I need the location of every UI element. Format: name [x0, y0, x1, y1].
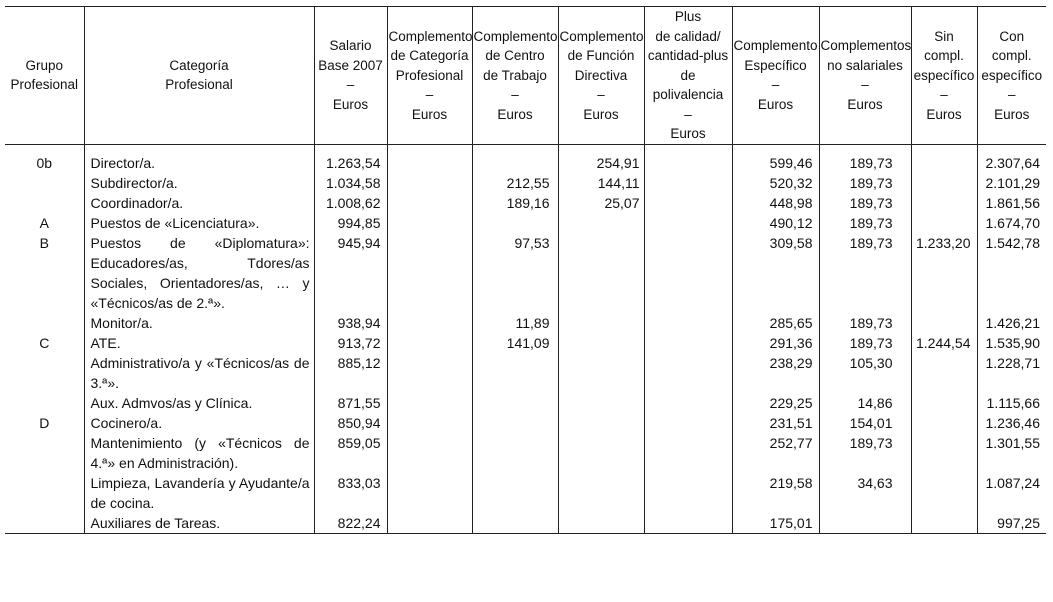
sin-compl-cell	[911, 193, 977, 213]
salario-base-cell: 1.008,62	[314, 193, 387, 213]
comp-no-salariales-cell: 189,73	[819, 333, 911, 353]
comp-no-salariales-cell: 105,30	[819, 353, 911, 393]
comp-no-salariales-cell: 189,73	[819, 213, 911, 233]
plus-cell	[644, 193, 732, 213]
comp-centro-cell	[472, 393, 558, 413]
header-line: Profesional	[395, 67, 464, 83]
table-row	[5, 333, 1046, 353]
comp-centro-cell	[472, 433, 558, 473]
plus-cell	[644, 313, 732, 333]
comp-especifico-cell: 309,58	[732, 233, 819, 313]
grupo-cell	[5, 433, 84, 473]
sin-compl-cell	[911, 313, 977, 333]
header-line: Euros	[332, 96, 369, 112]
categoria-cell: Mantenimiento (y «Técnicos de 4.ª» en Administración).	[84, 433, 314, 473]
header-line: Profesional	[165, 77, 233, 93]
comp-no-salariales-cell: 189,73	[819, 173, 911, 193]
comp-no-salariales-cell: 189,73	[819, 144, 911, 173]
header-line: Sin compl.	[924, 28, 964, 63]
header-sin-compl	[911, 7, 977, 145]
con-compl-cell: 2.101,29	[977, 173, 1046, 193]
comp-especifico-cell: 219,58	[732, 473, 819, 513]
sin-compl-cell	[911, 473, 977, 513]
comp-funcion-cell	[558, 233, 644, 313]
comp-funcion-cell	[558, 213, 644, 233]
plus-cell	[644, 473, 732, 513]
header-line: –	[861, 77, 869, 93]
categoria-cell: Administrativo/a y «Técnicos/as de 3.ª».	[84, 353, 314, 393]
header-comp-especifico	[732, 7, 819, 145]
header-line: Euros	[926, 106, 962, 122]
grupo-cell	[5, 513, 84, 534]
table-row	[5, 413, 1046, 433]
table-row	[5, 433, 1046, 473]
comp-centro-cell	[472, 473, 558, 513]
salario-base-cell: 913,72	[314, 333, 387, 353]
header-salario	[314, 7, 387, 145]
comp-funcion-cell	[558, 393, 644, 413]
categoria-cell: Monitor/a.	[84, 313, 314, 333]
header-line: Categoría	[169, 57, 229, 73]
con-compl-cell: 1.236,46	[977, 413, 1046, 433]
con-compl-cell: 1.542,78	[977, 233, 1046, 313]
salario-base-cell: 945,94	[314, 233, 387, 313]
sin-compl-cell	[911, 144, 977, 173]
header-line: Base 2007	[318, 57, 383, 73]
header-line: de Categoría	[390, 48, 469, 63]
salario-base-cell: 850,94	[314, 413, 387, 433]
header-line: Euros	[497, 106, 533, 122]
comp-categoria-cell	[387, 233, 472, 313]
header-line: de calidad/	[655, 28, 721, 44]
salario-base-cell: 859,05	[314, 433, 387, 473]
comp-categoria-cell	[387, 173, 472, 193]
comp-centro-cell	[472, 213, 558, 233]
sin-compl-cell	[911, 213, 977, 233]
grupo-cell: 0b	[36, 154, 53, 171]
categoria-cell: ATE.	[84, 333, 314, 353]
header-line: Grupo	[25, 57, 64, 73]
header-line: Euros	[670, 126, 706, 141]
comp-especifico-cell: 252,77	[732, 433, 819, 473]
header-con-compl	[977, 7, 1046, 145]
comp-funcion-cell	[558, 313, 644, 333]
table-body	[5, 144, 1046, 533]
grupo-cell	[5, 313, 84, 333]
comp-no-salariales-cell: 189,73	[819, 193, 911, 213]
comp-funcion-cell	[558, 413, 644, 433]
header-line: Plus	[674, 9, 702, 24]
categoria-cell: Coordinador/a.	[84, 193, 314, 213]
comp-no-salariales-cell: 189,73	[819, 313, 911, 333]
salario-base-cell: 871,55	[314, 393, 387, 413]
plus-cell	[644, 144, 732, 173]
table-row	[5, 173, 1046, 193]
comp-especifico-cell: 490,12	[732, 213, 819, 233]
con-compl-cell: 997,25	[977, 513, 1046, 534]
plus-cell	[644, 433, 732, 473]
header-line: –	[425, 87, 434, 102]
comp-categoria-cell	[387, 513, 472, 534]
sin-compl-cell	[911, 513, 977, 534]
comp-especifico-cell: 291,36	[732, 333, 819, 353]
comp-especifico-cell: 238,29	[732, 353, 819, 393]
table-row	[5, 353, 1046, 393]
grupo-cell	[5, 473, 84, 513]
comp-funcion-cell	[558, 473, 644, 513]
header-line: Específico	[744, 57, 807, 73]
comp-especifico-cell: 520,32	[732, 173, 819, 193]
header-grupo	[5, 7, 84, 145]
comp-especifico-cell: 448,98	[732, 193, 819, 213]
comp-categoria-cell	[387, 213, 472, 233]
comp-especifico-cell: 175,01	[732, 513, 819, 534]
plus-cell	[644, 393, 732, 413]
table-row	[5, 144, 1046, 173]
header-plus	[644, 7, 732, 145]
comp-funcion-cell: 144,11	[558, 173, 644, 193]
comp-centro-cell: 11,89	[472, 313, 558, 333]
plus-cell	[644, 333, 732, 353]
comp-funcion-cell	[558, 513, 644, 534]
con-compl-cell: 1.426,21	[977, 313, 1046, 333]
plus-cell	[644, 413, 732, 433]
comp-categoria-cell	[387, 473, 472, 513]
comp-categoria-cell	[387, 144, 472, 173]
comp-no-salariales-cell: 154,01	[819, 413, 911, 433]
table-row	[5, 193, 1046, 213]
table-row	[5, 233, 1046, 313]
salario-base-cell: 938,94	[314, 313, 387, 333]
categoria-cell: Cocinero/a.	[84, 413, 314, 433]
header-line: de polivalencia	[652, 67, 724, 102]
header-comp-no-salariales	[819, 7, 911, 145]
con-compl-cell: 1.115,66	[977, 393, 1046, 413]
con-compl-cell: 1.087,24	[977, 473, 1046, 513]
table-row	[5, 473, 1046, 513]
grupo-cell	[5, 353, 84, 393]
comp-funcion-cell	[558, 353, 644, 393]
salario-base-cell: 885,12	[314, 353, 387, 393]
header-line: Euros	[583, 106, 619, 122]
salario-base-cell: 1.034,58	[314, 173, 387, 193]
con-compl-cell: 2.307,64	[977, 144, 1046, 173]
plus-cell	[644, 513, 732, 534]
header-line: –	[771, 77, 780, 93]
plus-cell	[644, 213, 732, 233]
comp-centro-cell	[472, 353, 558, 393]
comp-centro-cell	[472, 513, 558, 534]
comp-no-salariales-cell: 189,73	[819, 433, 911, 473]
header-line: –	[346, 77, 355, 93]
header-line: de Función	[567, 48, 635, 63]
con-compl-cell: 1.301,55	[977, 433, 1046, 473]
comp-especifico-cell: 599,46	[732, 144, 819, 173]
header-line: específico	[913, 67, 975, 83]
sin-compl-cell: 1.244,54	[911, 333, 977, 353]
header-comp-categoria	[387, 7, 472, 145]
grupo-cell	[5, 393, 84, 413]
grupo-cell: D	[39, 414, 50, 431]
header-line: cantidad-plus	[647, 48, 729, 63]
comp-centro-cell: 212,55	[472, 173, 558, 193]
header-line: Complemento	[733, 38, 818, 54]
salary-table	[5, 6, 1046, 534]
table-row	[5, 393, 1046, 413]
comp-centro-cell: 97,53	[472, 233, 558, 313]
header-line: Complementos	[820, 38, 912, 54]
comp-categoria-cell	[387, 413, 472, 433]
table-row	[5, 513, 1046, 534]
comp-categoria-cell	[387, 313, 472, 333]
comp-especifico-cell: 231,51	[732, 413, 819, 433]
con-compl-cell: 1.674,70	[977, 213, 1046, 233]
comp-no-salariales-cell: 14,86	[819, 393, 911, 413]
comp-centro-cell	[472, 413, 558, 433]
salario-base-cell: 833,03	[314, 473, 387, 513]
categoria-cell: Puestos de «Licenciatura».	[84, 213, 314, 233]
grupo-cell	[5, 193, 84, 213]
header-line: Complemento	[388, 28, 473, 44]
header-line: no salariales	[827, 57, 903, 73]
header-line: –	[684, 106, 692, 122]
header-comp-funcion	[558, 7, 644, 145]
categoria-cell: Director/a.	[84, 144, 314, 173]
comp-categoria-cell	[387, 393, 472, 413]
header-line: Complemento	[559, 28, 644, 44]
header-line: Euros	[411, 106, 448, 122]
sin-compl-cell	[911, 173, 977, 193]
header-line: Directiva	[574, 67, 628, 83]
sin-compl-cell	[911, 393, 977, 413]
con-compl-cell: 1.535,90	[977, 333, 1046, 353]
con-compl-cell: 1.861,56	[977, 193, 1046, 213]
comp-no-salariales-cell	[819, 513, 911, 534]
comp-funcion-cell: 254,91	[558, 144, 644, 173]
header-line: Salario	[329, 38, 372, 54]
header-line: Euros	[847, 96, 883, 112]
header-line: de Trabajo	[483, 67, 547, 83]
header-comp-centro	[472, 7, 558, 145]
grupo-cell: B	[39, 234, 49, 251]
comp-funcion-cell: 25,07	[558, 193, 644, 213]
table-header	[5, 7, 1046, 145]
salario-base-cell: 1.263,54	[314, 144, 387, 173]
header-line: específico	[981, 67, 1043, 83]
comp-categoria-cell	[387, 193, 472, 213]
header-categoria	[84, 7, 314, 145]
comp-categoria-cell	[387, 333, 472, 353]
sin-compl-cell	[911, 413, 977, 433]
table-row	[5, 313, 1046, 333]
comp-especifico-cell: 229,25	[732, 393, 819, 413]
categoria-cell: Aux. Admvos/as y Clínica.	[84, 393, 314, 413]
comp-no-salariales-cell: 189,73	[819, 233, 911, 313]
sin-compl-cell	[911, 433, 977, 473]
header-line: –	[940, 87, 948, 102]
categoria-cell: Limpieza, Lavandería y Ayudante/a de cocina.	[84, 473, 314, 513]
grupo-cell	[5, 173, 84, 193]
plus-cell	[644, 353, 732, 393]
comp-categoria-cell	[387, 353, 472, 393]
comp-centro-cell	[472, 144, 558, 173]
header-line: de Centro	[485, 48, 545, 63]
sin-compl-cell	[911, 353, 977, 393]
comp-no-salariales-cell: 34,63	[819, 473, 911, 513]
header-line: Complemento	[473, 28, 558, 44]
header-line: Profesional	[10, 77, 79, 93]
comp-centro-cell: 141,09	[472, 333, 558, 353]
table-row	[5, 213, 1046, 233]
comp-funcion-cell	[558, 433, 644, 473]
salario-base-cell: 822,24	[314, 513, 387, 534]
categoria-cell: Auxiliares de Tareas.	[84, 513, 314, 534]
header-line: Euros	[994, 106, 1030, 122]
comp-especifico-cell: 285,65	[732, 313, 819, 333]
header-line: –	[1007, 87, 1016, 102]
comp-funcion-cell	[558, 333, 644, 353]
categoria-cell: Subdirector/a.	[84, 173, 314, 193]
header-line: –	[597, 87, 605, 102]
grupo-cell: A	[39, 214, 49, 231]
header-line: –	[511, 87, 519, 102]
header-line: Con compl.	[991, 28, 1032, 63]
plus-cell	[644, 233, 732, 313]
con-compl-cell: 1.228,71	[977, 353, 1046, 393]
sin-compl-cell: 1.233,20	[911, 233, 977, 313]
categoria-cell: Puestos de «Diplomatura»: Educadores/as, Tdores/as Sociales, Orientadores/as, … y «Técnicos/as de 2.ª».	[84, 233, 314, 313]
salario-base-cell: 994,85	[314, 213, 387, 233]
plus-cell	[644, 173, 732, 193]
comp-categoria-cell	[387, 433, 472, 473]
grupo-cell: C	[39, 334, 50, 351]
comp-centro-cell: 189,16	[472, 193, 558, 213]
header-line: Euros	[757, 96, 794, 112]
